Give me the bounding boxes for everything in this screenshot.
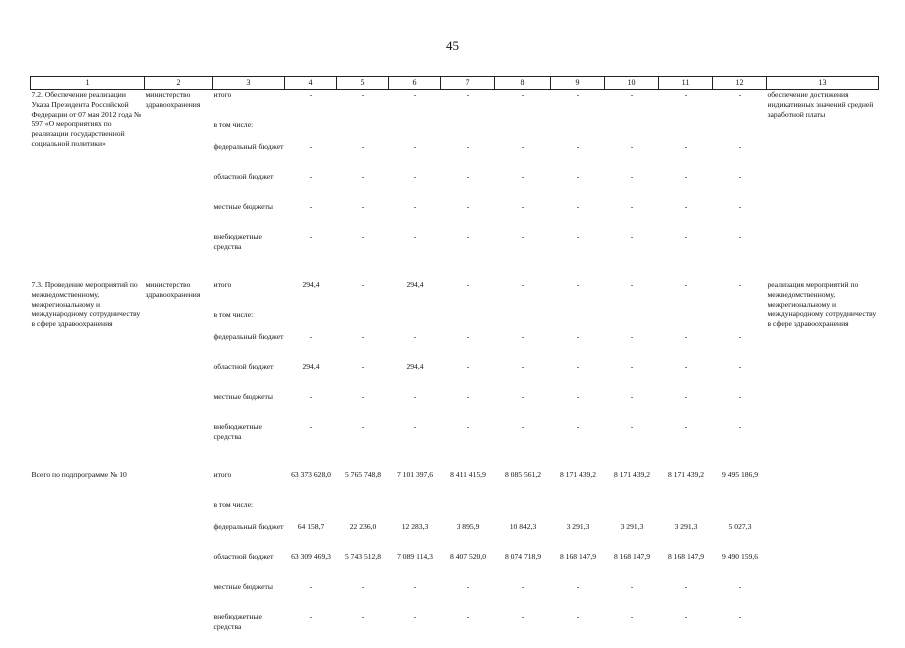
amount-cell: - xyxy=(285,202,337,232)
amount-cell xyxy=(551,500,605,522)
amount-cell: - xyxy=(337,612,389,648)
header-cell: 3 xyxy=(213,77,285,90)
amount-cell: - xyxy=(389,90,441,121)
amount-cell: 9 490 159,6 xyxy=(713,552,767,582)
amount-cell: - xyxy=(285,172,337,202)
funding-source: местные бюджеты xyxy=(213,582,285,612)
amount-cell: - xyxy=(605,202,659,232)
amount-cell: - xyxy=(495,332,551,362)
amount-cell: - xyxy=(605,142,659,172)
amount-cell: - xyxy=(337,392,389,422)
amount-cell: - xyxy=(551,612,605,648)
header-cell: 13 xyxy=(767,77,879,90)
funding-source: местные бюджеты xyxy=(213,202,285,232)
amount-cell: - xyxy=(659,392,713,422)
amount-cell: 3 291,3 xyxy=(605,522,659,552)
amount-cell: 294,4 xyxy=(389,280,441,310)
amount-cell: 294,4 xyxy=(285,362,337,392)
amount-cell: - xyxy=(713,612,767,648)
amount-cell: 3 291,3 xyxy=(551,522,605,552)
amount-cell: - xyxy=(551,332,605,362)
amount-cell: - xyxy=(713,90,767,121)
amount-cell: 8 171 439,2 xyxy=(605,470,659,500)
amount-cell: - xyxy=(389,172,441,202)
amount-cell: 8 074 718,9 xyxy=(495,552,551,582)
amount-cell xyxy=(495,500,551,522)
measure-name: 7.2. Обеспечение реализации Указа Президента Российской Федерации от 07 мая 2012 года № 597 «О мероприятиях по реализации государственной социальной политики» xyxy=(31,90,145,269)
amount-cell: 8 411 415,9 xyxy=(441,470,495,500)
amount-cell: - xyxy=(441,142,495,172)
amount-cell: - xyxy=(551,142,605,172)
amount-cell: - xyxy=(285,90,337,121)
amount-cell: - xyxy=(551,362,605,392)
amount-cell xyxy=(659,500,713,522)
amount-cell: - xyxy=(441,582,495,612)
header-cell: 6 xyxy=(389,77,441,90)
amount-cell xyxy=(285,120,337,142)
amount-cell: - xyxy=(551,422,605,458)
header-cell: 10 xyxy=(605,77,659,90)
amount-cell xyxy=(389,120,441,142)
amount-cell: - xyxy=(441,612,495,648)
amount-cell: - xyxy=(659,362,713,392)
amount-cell: - xyxy=(713,280,767,310)
amount-cell: 63 309 469,3 xyxy=(285,552,337,582)
amount-cell xyxy=(605,120,659,142)
block-spacer xyxy=(31,268,879,280)
amount-cell: 8 085 561,2 xyxy=(495,470,551,500)
amount-cell xyxy=(659,310,713,332)
amount-cell: - xyxy=(389,582,441,612)
responsible-executor: министерство здравоохранения xyxy=(145,280,213,458)
amount-cell: - xyxy=(659,332,713,362)
amount-cell: - xyxy=(285,582,337,612)
amount-cell: - xyxy=(441,90,495,121)
amount-cell: - xyxy=(659,90,713,121)
amount-cell: - xyxy=(713,362,767,392)
amount-cell: - xyxy=(285,142,337,172)
amount-cell xyxy=(605,310,659,332)
amount-cell xyxy=(713,120,767,142)
header-cell: 7 xyxy=(441,77,495,90)
amount-cell: - xyxy=(337,142,389,172)
amount-cell: 63 373 628,0 xyxy=(285,470,337,500)
amount-cell: - xyxy=(337,172,389,202)
table-row xyxy=(31,280,879,310)
amount-cell: - xyxy=(713,422,767,458)
amount-cell: - xyxy=(285,612,337,648)
amount-cell: - xyxy=(551,582,605,612)
spacer-cell xyxy=(31,458,879,470)
amount-cell: - xyxy=(389,422,441,458)
amount-cell: 7 101 397,6 xyxy=(389,470,441,500)
amount-cell: 8 168 147,9 xyxy=(551,552,605,582)
amount-cell: - xyxy=(441,202,495,232)
budget-table xyxy=(30,76,879,648)
amount-cell: - xyxy=(495,172,551,202)
funding-source: внебюджетные средства xyxy=(213,422,285,458)
funding-source: федеральный бюджет xyxy=(213,142,285,172)
amount-cell xyxy=(659,120,713,142)
amount-cell: 294,4 xyxy=(389,362,441,392)
amount-cell: - xyxy=(337,582,389,612)
amount-cell: - xyxy=(659,612,713,648)
amount-cell: - xyxy=(659,172,713,202)
amount-cell: - xyxy=(659,582,713,612)
amount-cell: - xyxy=(605,362,659,392)
amount-cell: 5 027,3 xyxy=(713,522,767,552)
header-cell: 4 xyxy=(285,77,337,90)
amount-cell xyxy=(337,500,389,522)
amount-cell: 8 168 147,9 xyxy=(659,552,713,582)
amount-cell: - xyxy=(337,280,389,310)
amount-cell xyxy=(495,120,551,142)
expected-result: обеспечение достижения индикативных значений средней заработной платы xyxy=(767,90,879,269)
amount-cell: - xyxy=(495,280,551,310)
amount-cell: - xyxy=(605,582,659,612)
amount-cell: - xyxy=(441,280,495,310)
amount-cell: - xyxy=(337,90,389,121)
amount-cell xyxy=(551,120,605,142)
amount-cell: - xyxy=(551,392,605,422)
amount-cell: - xyxy=(659,202,713,232)
amount-cell xyxy=(337,120,389,142)
header-cell: 9 xyxy=(551,77,605,90)
amount-cell: - xyxy=(605,332,659,362)
spacer-cell xyxy=(31,268,879,280)
amount-cell: - xyxy=(285,232,337,268)
amount-cell: - xyxy=(495,232,551,268)
funding-source: итого xyxy=(213,470,285,500)
measure-name: 7.3. Проведение мероприятий по межведомственному, межрегиональному и международному сотрудничеству в сфере здравоохранения xyxy=(31,280,145,458)
amount-cell: - xyxy=(713,332,767,362)
amount-cell xyxy=(713,310,767,332)
amount-cell: - xyxy=(659,232,713,268)
table-body xyxy=(31,90,879,648)
responsible-executor xyxy=(145,470,213,648)
amount-cell: 10 842,3 xyxy=(495,522,551,552)
amount-cell: - xyxy=(659,422,713,458)
amount-cell: - xyxy=(495,90,551,121)
amount-cell: 5 743 512,8 xyxy=(337,552,389,582)
amount-cell: 7 089 114,3 xyxy=(389,552,441,582)
table-row xyxy=(31,470,879,500)
header-cell: 11 xyxy=(659,77,713,90)
responsible-executor: министерство здравоохранения xyxy=(145,90,213,269)
funding-source: областной бюджет xyxy=(213,552,285,582)
amount-cell xyxy=(551,310,605,332)
amount-cell: - xyxy=(495,392,551,422)
amount-cell: 64 158,7 xyxy=(285,522,337,552)
amount-cell: 8 171 439,2 xyxy=(551,470,605,500)
amount-cell: - xyxy=(441,172,495,202)
amount-cell: - xyxy=(605,612,659,648)
funding-source: итого xyxy=(213,90,285,121)
funding-source: федеральный бюджет xyxy=(213,332,285,362)
header-cell: 1 xyxy=(31,77,145,90)
amount-cell: - xyxy=(659,280,713,310)
amount-cell: - xyxy=(551,202,605,232)
amount-cell: - xyxy=(285,332,337,362)
amount-cell xyxy=(441,500,495,522)
amount-cell xyxy=(389,310,441,332)
amount-cell: - xyxy=(605,90,659,121)
amount-cell: - xyxy=(441,362,495,392)
funding-source: в том числе: xyxy=(213,310,285,332)
amount-cell: 9 495 186,9 xyxy=(713,470,767,500)
amount-cell: - xyxy=(389,332,441,362)
block-spacer xyxy=(31,458,879,470)
amount-cell: - xyxy=(495,142,551,172)
amount-cell xyxy=(285,500,337,522)
measure-name: Всего по подпрограмме № 10 xyxy=(31,470,145,648)
header-cell: 12 xyxy=(713,77,767,90)
column-number-header xyxy=(31,77,879,90)
amount-cell: - xyxy=(441,392,495,422)
amount-cell: 8 168 147,9 xyxy=(605,552,659,582)
amount-cell: - xyxy=(495,582,551,612)
amount-cell: - xyxy=(713,172,767,202)
amount-cell: - xyxy=(551,280,605,310)
amount-cell: - xyxy=(337,202,389,232)
amount-cell: - xyxy=(713,582,767,612)
amount-cell: - xyxy=(495,362,551,392)
header-cell: 8 xyxy=(495,77,551,90)
amount-cell xyxy=(441,310,495,332)
amount-cell: 294,4 xyxy=(285,280,337,310)
amount-cell: - xyxy=(605,232,659,268)
amount-cell: - xyxy=(441,422,495,458)
amount-cell: - xyxy=(605,172,659,202)
amount-cell: 5 765 748,8 xyxy=(337,470,389,500)
page-number: 45 xyxy=(0,38,905,54)
amount-cell: 22 236,0 xyxy=(337,522,389,552)
amount-cell xyxy=(605,500,659,522)
amount-cell: - xyxy=(285,392,337,422)
amount-cell xyxy=(441,120,495,142)
amount-cell xyxy=(495,310,551,332)
funding-source: местные бюджеты xyxy=(213,392,285,422)
amount-cell: 8 171 439,2 xyxy=(659,470,713,500)
amount-cell: - xyxy=(337,422,389,458)
amount-cell: - xyxy=(389,202,441,232)
funding-source: итого xyxy=(213,280,285,310)
funding-source: в том числе: xyxy=(213,500,285,522)
amount-cell: - xyxy=(389,612,441,648)
amount-cell: - xyxy=(337,332,389,362)
amount-cell: 3 291,3 xyxy=(659,522,713,552)
amount-cell: - xyxy=(713,232,767,268)
amount-cell: 8 407 520,0 xyxy=(441,552,495,582)
amount-cell: - xyxy=(605,280,659,310)
amount-cell: - xyxy=(495,612,551,648)
amount-cell xyxy=(389,500,441,522)
amount-cell xyxy=(285,310,337,332)
amount-cell: - xyxy=(495,422,551,458)
amount-cell: - xyxy=(441,332,495,362)
amount-cell: - xyxy=(337,232,389,268)
funding-source: федеральный бюджет xyxy=(213,522,285,552)
amount-cell: - xyxy=(551,172,605,202)
amount-cell: 12 283,3 xyxy=(389,522,441,552)
amount-cell: - xyxy=(441,232,495,268)
header-cell: 5 xyxy=(337,77,389,90)
amount-cell: - xyxy=(713,142,767,172)
table-row xyxy=(31,90,879,121)
funding-source: внебюджетные средства xyxy=(213,232,285,268)
amount-cell: - xyxy=(659,142,713,172)
funding-source: внебюджетные средства xyxy=(213,612,285,648)
funding-source: областной бюджет xyxy=(213,172,285,202)
amount-cell: - xyxy=(605,422,659,458)
amount-cell: - xyxy=(389,392,441,422)
funding-source: областной бюджет xyxy=(213,362,285,392)
amount-cell: - xyxy=(389,232,441,268)
funding-source: в том числе: xyxy=(213,120,285,142)
amount-cell: - xyxy=(389,142,441,172)
header-cell: 2 xyxy=(145,77,213,90)
amount-cell: - xyxy=(713,392,767,422)
amount-cell: - xyxy=(495,202,551,232)
amount-cell: - xyxy=(551,90,605,121)
expected-result xyxy=(767,470,879,648)
amount-cell: - xyxy=(713,202,767,232)
amount-cell: - xyxy=(551,232,605,268)
amount-cell: - xyxy=(285,422,337,458)
amount-cell xyxy=(337,310,389,332)
expected-result: реализация мероприятий по межведомственному, межрегиональному и международному сотрудничеству в сфере здравоохранения xyxy=(767,280,879,458)
amount-cell: - xyxy=(337,362,389,392)
amount-cell: - xyxy=(605,392,659,422)
amount-cell xyxy=(713,500,767,522)
amount-cell: 3 895,9 xyxy=(441,522,495,552)
